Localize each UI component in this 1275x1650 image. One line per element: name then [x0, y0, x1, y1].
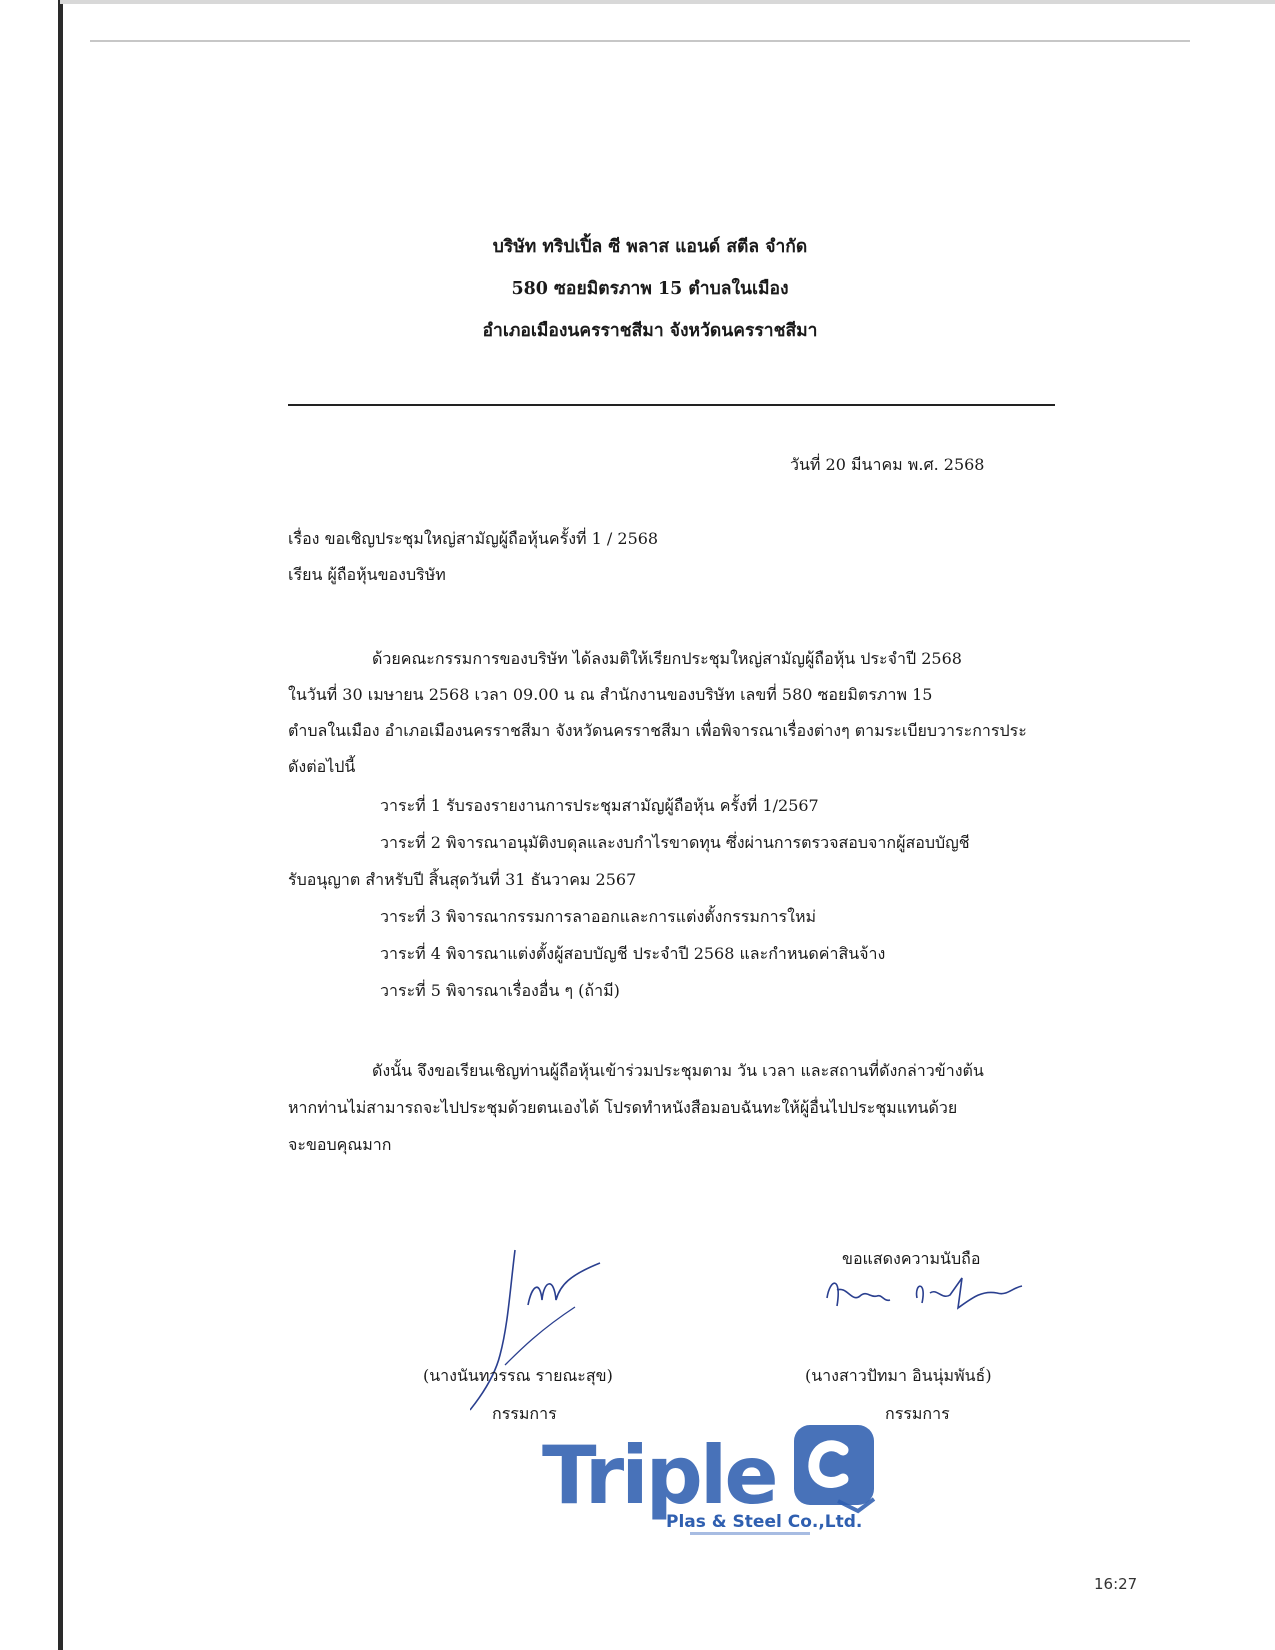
body-line: ในวันที่ 30 เมษายน 2568 เวลา 09.00 น ณ สำนักงานของบริษัท เลขที่ 580 ซอยมิตรภาพ 15: [288, 685, 933, 704]
print-timestamp: 16:27: [1094, 1575, 1138, 1593]
company-logo-stamp: [538, 1415, 878, 1540]
svg-text:Plas & Steel Co.,Ltd.: Plas & Steel Co.,Ltd.: [666, 1512, 863, 1532]
agenda-item-3: วาระที่ 3 พิจารณากรรมการลาออกและการแต่งตั้งกรรมการใหม่: [380, 907, 817, 926]
bleed-through-rule: [90, 40, 1190, 42]
agenda-item-2-cont: รับอนุญาต สำหรับปี สิ้นสุดวันที่ 31 ธันวาคม 2567: [288, 870, 637, 889]
agenda-item-2: วาระที่ 2 พิจารณาอนุมัติงบดุลและงบกำไรขาดทุน ซึ่งผ่านการตรวจสอบจากผู้สอบบัญชี: [380, 833, 970, 852]
letter-subject: เรื่อง ขอเชิญประชุมใหญ่สามัญผู้ถือหุ้นครั้งที่ 1 / 2568: [288, 529, 659, 548]
company-address-line1: 580 ซอยมิตรภาพ 15 ตำบลในเมือง: [511, 279, 789, 299]
agenda-item-4: วาระที่ 4 พิจารณาแต่งตั้งผู้สอบบัญชี ประจำปี 2568 และกำหนดค่าสินจ้าง: [380, 944, 886, 963]
signature-right: [822, 1268, 1042, 1323]
letter-date: วันที่ 20 มีนาคม พ.ศ. 2568: [790, 455, 985, 474]
svg-text:Triple: Triple: [542, 1429, 776, 1522]
body-line: ตำบลในเมือง อำเภอเมืองนครราชสีมา จังหวัดนครราชสีมา เพื่อพิจารณาเรื่องต่างๆ ตามระเบียบวาระการประ: [288, 721, 1027, 740]
company-name: บริษัท ทริปเปิ้ล ซี พลาส แอนด์ สตีล จำกัด: [492, 237, 808, 257]
body-line: ด้วยคณะกรรมการของบริษัท ได้ลงมติให้เรียกประชุมใหญ่สามัญผู้ถือหุ้น ประจำปี 2568: [372, 649, 962, 668]
signatory-name-left: (นางนันทวรรณ รายณะสุข): [423, 1366, 613, 1385]
signature-left: [470, 1245, 640, 1415]
header-divider: [288, 404, 1055, 406]
agenda-item-5: วาระที่ 5 พิจารณาเรื่องอื่น ๆ (ถ้ามี): [380, 981, 620, 1000]
signatory-name-right: (นางสาวปัทมา อินนุ่มพันธ์): [805, 1366, 992, 1385]
regards: ขอแสดงความนับถือ: [842, 1249, 981, 1268]
letter-recipient: เรียน ผู้ถือหุ้นของบริษัท: [288, 565, 446, 584]
signatory-title-left: กรรมการ: [492, 1404, 557, 1423]
closing-line: จะขอบคุณมาก: [288, 1135, 392, 1154]
company-address-line2: อำเภอเมืองนครราชสีมา จังหวัดนครราชสีมา: [482, 321, 818, 341]
scan-top-edge: [60, 0, 1275, 4]
closing-line: ดังนั้น จึงขอเรียนเชิญท่านผู้ถือหุ้นเข้าร่วมประชุมตาม วัน เวลา และสถานที่ดังกล่าวข้างต้น: [372, 1061, 984, 1080]
closing-line: หากท่านไม่สามารถจะไปประชุมด้วยตนเองได้ โปรดทำหนังสือมอบฉันทะให้ผู้อื่นไปประชุมแทนด้วย: [288, 1098, 958, 1117]
signatory-title-right: กรรมการ: [885, 1404, 950, 1423]
agenda-item-1: วาระที่ 1 รับรองรายงานการประชุมสามัญผู้ถือหุ้น ครั้งที่ 1/2567: [380, 796, 819, 815]
scan-left-edge: [58, 0, 63, 1650]
body-line: ดังต่อไปนี้: [288, 757, 356, 776]
